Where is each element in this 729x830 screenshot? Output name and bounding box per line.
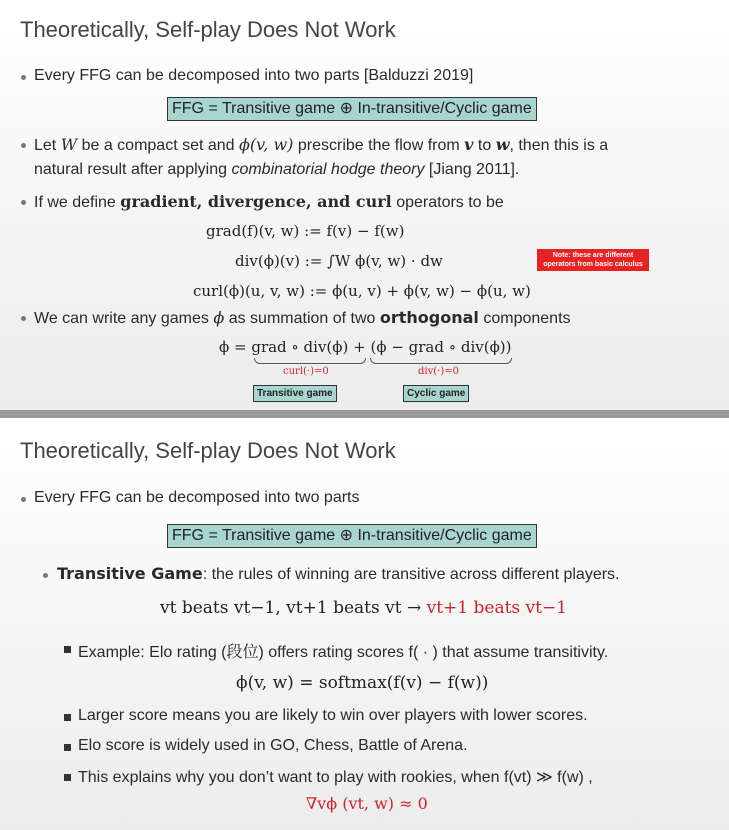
equation-gradient-zero: ∇vϕ (vt, w) ≈ 0 [306, 794, 428, 813]
bullet-text-orthogonal: We can write any games ϕ as summation of two orthogonal components [34, 308, 571, 327]
note-label: Note: these are different operators from basic calculus [537, 249, 649, 271]
bullet-text-flow: Let W be a compact set and ϕ(v, w) prescribe the flow from v to w, then this is a [34, 135, 609, 154]
square-bullet [64, 744, 71, 751]
bullet-dot [21, 316, 26, 321]
equation-curl: curl(ϕ)(u, v, w) := ϕ(u, v) + ϕ(v, w) − ϕ(u, w) [193, 282, 531, 300]
decomposition-box: FFG = Transitive game ⊕ In-transitive/Cyclic game [167, 97, 537, 121]
slide-bottom [0, 418, 729, 830]
square-bullet [64, 714, 71, 721]
bullet-dot [21, 143, 26, 148]
bullet-dot [21, 497, 26, 502]
underbrace-transitive [254, 358, 366, 364]
equation-decomposition: ϕ = grad ∘ div(ϕ) + (ϕ − grad ∘ div(ϕ)) [219, 338, 512, 356]
elo-usage-text: Elo score is widely used in GO, Chess, Battle of Arena. [78, 737, 468, 754]
slide-divider [0, 410, 729, 418]
square-bullet [64, 774, 71, 781]
cyclic-game-label: Cyclic game [403, 385, 469, 402]
equation-grad: grad(f)(v, w) := f(v) − f(w) [206, 222, 405, 240]
elo-example-text: Example: Elo rating (段位) offers rating scores f( · ) that assume transitivity. [78, 644, 609, 661]
larger-score-text: Larger score means you are likely to win over players with lower scores. [78, 707, 588, 724]
bullet-text: Every FFG can be decomposed into two parts [34, 489, 360, 506]
div-zero-label: div(·)=0 [418, 366, 459, 377]
bullet-dot [21, 200, 26, 205]
equation-beats: vt beats vt−1, vt+1 beats vt → vt+1 beats vt−1 [160, 598, 568, 618]
slide-title: Theoretically, Self-play Does Not Work [20, 17, 396, 42]
bullet-text-operators: If we define gradient, divergence, and curl operators to be [34, 192, 504, 211]
bullet-dot [43, 573, 48, 578]
equation-div: div(ϕ)(v) := ∫W ϕ(v, w) · dw [235, 252, 443, 270]
bullet-text-flow-cont: natural result after applying combinatorial hodge theory [Jiang 2011]. [34, 161, 520, 178]
bullet-dot [21, 75, 26, 80]
square-bullet [64, 646, 71, 653]
transitive-game-text: Transitive Game: the rules of winning are transitive across different players. [57, 564, 620, 583]
underbrace-cyclic [370, 358, 512, 364]
slide-top [0, 0, 729, 410]
slide-title: Theoretically, Self-play Does Not Work [20, 438, 396, 463]
bullet-text: Every FFG can be decomposed into two parts [Balduzzi 2019] [34, 67, 474, 84]
curl-zero-label: curl(·)=0 [283, 366, 329, 377]
rookies-text: This explains why you don’t want to play with rookies, when f(vt) ≫ f(w) , [78, 769, 593, 786]
transitive-game-label: Transitive game [253, 385, 337, 402]
equation-softmax: ϕ(v, w) = softmax(f(v) − f(w)) [236, 673, 489, 693]
decomposition-box: FFG = Transitive game ⊕ In-transitive/Cyclic game [167, 524, 537, 548]
